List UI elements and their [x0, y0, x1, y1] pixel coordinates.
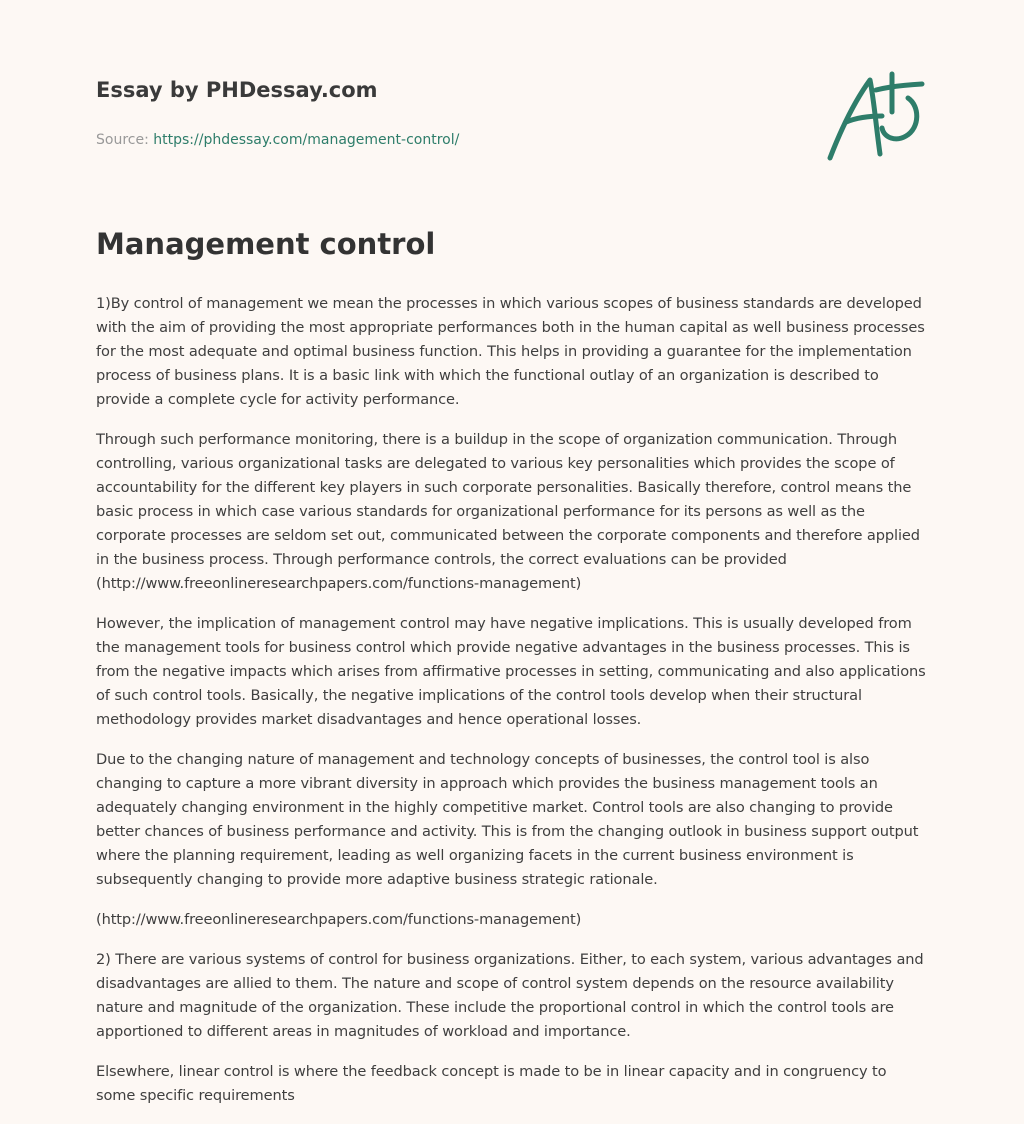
source-label: Source:: [96, 132, 149, 148]
a-plus-logo-icon: [818, 66, 928, 166]
source-line: [96, 130, 776, 150]
site-title: Essay by PHDessay.com: [96, 78, 378, 102]
essay-paragraph: Elsewhere, linear control is where the feedback concept is made to be in linear capacity and in congruency to some specific requirements: [96, 1063, 887, 1104]
essay-paragraph: However, the implication of management control may have negative implications. This is usually developed from the management tools for business control which provide negative advantages in the business processes. This is from the negative impacts which arises from affirmative processes in setting, communicating and also applications of such control tools. Basically, the negative implications of the control tools develop when their structural methodology provides market disadvantages and hence operational losses.: [96, 615, 926, 728]
essay-paragraph: 1)By control of management we mean the processes in which various scopes of business standards are developed with the aim of providing the most appropriate performances both in the human capital as well business processes for the most adequate and optimal business function. This helps in providing a guarantee for the implementation process of business plans. It is a basic link with which the functional outlay of an organization is described to provide a complete cycle for activity performance.: [96, 295, 925, 408]
essay-paragraph: Due to the changing nature of management and technology concepts of businesses, the control tool is also changing to capture a more vibrant diversity in approach which provides the business management tools an adequately changing environment in the highly competitive market. Control tools are also changing to provide better chances of business performance and activity. This is from the changing outlook in business support output where the planning requirement, leading as well organizing facets in the current business environment is subsequently changing to provide more adaptive business strategic rationale.: [96, 751, 919, 888]
essay-content: [96, 222, 928, 1124]
page-header: [96, 76, 776, 150]
essay-paragraph: Through such performance monitoring, there is a buildup in the scope of organization communication. Through controlling, various organizational tasks are delegated to various key personalities which provides the scope of accountability for the different key players in such corporate personalities. Basically therefore, control means the basic process in which case various standards for organizational performance for its persons as well as the corporate processes are seldom set out, communicated between the corporate components and therefore applied in the business process. Through performance controls, the correct evaluations can be provided (http://www.freeonlineresearchpapers.com/functions-management): [96, 431, 920, 592]
source-link[interactable]: https://phdessay.com/management-control/: [153, 132, 460, 148]
essay-title: Management control: [96, 227, 436, 261]
essay-paragraph: (http://www.freeonlineresearchpapers.com/functions-management): [96, 911, 582, 928]
essay-paragraph: 2) There are various systems of control for business organizations. Either, to each system, various advantages and disadvantages are allied to them. The nature and scope of control system depends on the resource availability nature and magnitude of the organization. These include the proportional control in which the control tools are apportioned to different areas in magnitudes of workload and importance.: [96, 951, 924, 1040]
